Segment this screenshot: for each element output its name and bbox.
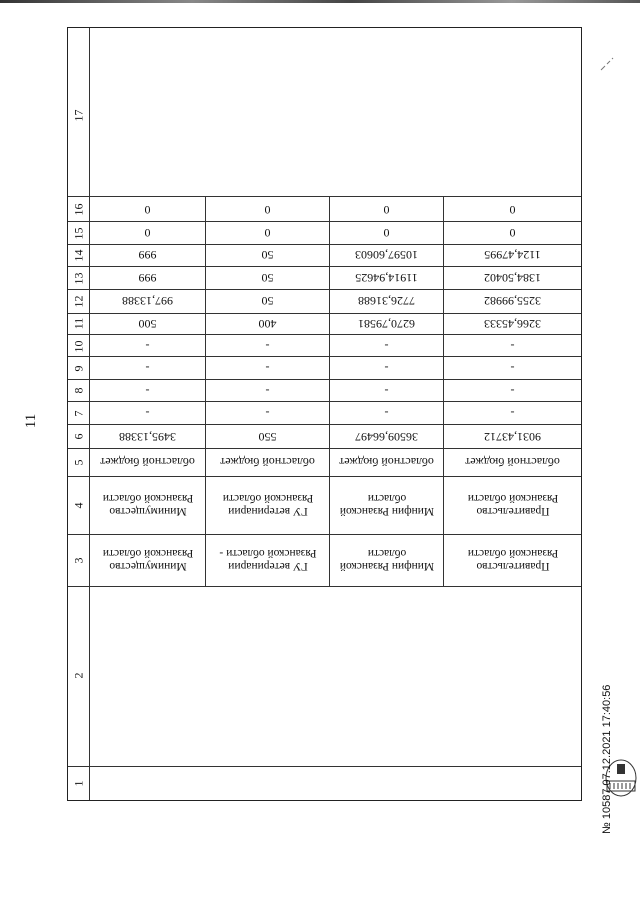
row2-col7: - xyxy=(265,406,270,420)
column-number-11: 11 xyxy=(71,317,86,330)
row3-col8: - xyxy=(384,384,389,398)
row3-col16: 0 xyxy=(383,203,390,217)
divider-16-15 xyxy=(68,221,581,222)
row3-col5: областной бюджет xyxy=(339,455,434,469)
scan-top-edge xyxy=(0,0,640,3)
row4-col5: областной бюджет xyxy=(465,455,560,469)
page-number: 11 xyxy=(23,413,39,429)
column-number-10: 10 xyxy=(71,340,86,353)
row3-col7: - xyxy=(384,406,389,420)
row2-col9: - xyxy=(265,361,270,375)
row1-col8: - xyxy=(145,384,150,398)
row1-col12: 997,13388 xyxy=(122,294,173,308)
row1-col15: 0 xyxy=(144,226,151,240)
row2-col15: 0 xyxy=(264,226,271,240)
divider-13-12 xyxy=(68,289,581,290)
row2-col4: ГУ ветеринарии Рязанской области xyxy=(222,492,314,517)
row2-col3: ГУ ветеринарии Рязанской области - xyxy=(219,547,317,572)
row2-col8: - xyxy=(265,384,270,398)
divider-8-7 xyxy=(68,401,581,402)
divider-10-9 xyxy=(68,356,581,357)
divider-5-4 xyxy=(68,476,581,477)
row3-col4: Минфин Рязанской области xyxy=(339,492,435,517)
divider-2-1 xyxy=(68,766,581,767)
column-number-4: 4 xyxy=(71,502,86,509)
column-number-5: 5 xyxy=(71,459,86,466)
column-number-7: 7 xyxy=(71,410,86,417)
column-number-13: 13 xyxy=(71,272,86,285)
row1-col7: - xyxy=(145,406,150,420)
row4-col3: Правительство Рязанской области xyxy=(467,547,559,572)
row1-col6: 3495,13388 xyxy=(119,430,176,444)
row2-col11: 400 xyxy=(258,317,277,331)
row4-col4: Правительство Рязанской области xyxy=(467,492,559,517)
row2-col6: 550 xyxy=(258,430,277,444)
row3-col10: - xyxy=(384,339,389,353)
divider-3-2 xyxy=(68,586,581,587)
row2-col13: 50 xyxy=(261,271,274,285)
row1-col3: Минимущество Рязанской области xyxy=(102,547,194,572)
column-number-2: 2 xyxy=(71,672,86,679)
divider-7-6 xyxy=(68,424,581,425)
divider-15-14 xyxy=(68,244,581,245)
row1-col11: 500 xyxy=(138,317,157,331)
row3-col3: Минфин Рязанской области xyxy=(339,547,435,572)
column-number-8: 8 xyxy=(71,387,86,394)
row4-col6: 9031,43712 xyxy=(484,430,541,444)
row3-col14: 10597,60603 xyxy=(355,248,418,262)
column-number-6: 6 xyxy=(71,433,86,440)
row1-col14: 999 xyxy=(138,248,157,262)
divider-4-3 xyxy=(68,534,581,535)
row1-col5: областной бюджет xyxy=(100,455,195,469)
column-number-12: 12 xyxy=(71,295,86,308)
column-number-14: 14 xyxy=(71,249,86,262)
divider-6-5 xyxy=(68,448,581,449)
row3-col9: - xyxy=(384,361,389,375)
row4-col13: 1384,50402 xyxy=(484,271,541,285)
row3-col12: 7726,31688 xyxy=(358,294,415,308)
row2-col5: областной бюджет xyxy=(220,455,315,469)
row2-col16: 0 xyxy=(264,203,271,217)
column-number-9: 9 xyxy=(71,365,86,372)
row3-col13: 11914,94625 xyxy=(355,271,418,285)
row1-col4: Минимущество Рязанской области xyxy=(102,492,194,517)
row3-col11: 6270,79581 xyxy=(358,317,415,331)
row4-col14: 1124,47995 xyxy=(484,248,541,262)
row1-col10: - xyxy=(145,339,150,353)
row4-col15: 0 xyxy=(509,226,516,240)
column-number-1: 1 xyxy=(71,780,86,787)
row3-col6: 36509,66497 xyxy=(355,430,418,444)
row4-col12: 3255,99982 xyxy=(484,294,541,308)
budget-table xyxy=(67,27,582,801)
divider-11-10 xyxy=(68,334,581,335)
divider-12-11 xyxy=(68,313,581,314)
registration-stamp-text: № 10587 07.12.2021 17:40:56 xyxy=(601,684,613,834)
row4-col9: - xyxy=(510,361,515,375)
divider-14-13 xyxy=(68,266,581,267)
row2-col12: 50 xyxy=(261,294,274,308)
column-number-17: 17 xyxy=(71,109,86,122)
row4-col11: 3266,45333 xyxy=(484,317,541,331)
row4-col10: - xyxy=(510,339,515,353)
row2-col14: 50 xyxy=(261,248,274,262)
row1-col9: - xyxy=(145,361,150,375)
row2-col10: - xyxy=(265,339,270,353)
row4-col8: - xyxy=(510,384,515,398)
column-number-15: 15 xyxy=(71,227,86,240)
row1-col13: 999 xyxy=(138,271,157,285)
column-number-16: 16 xyxy=(71,203,86,216)
row1-col16: 0 xyxy=(144,203,151,217)
row3-col15: 0 xyxy=(383,226,390,240)
row4-col7: - xyxy=(510,406,515,420)
divider-9-8 xyxy=(68,379,581,380)
row4-col16: 0 xyxy=(509,203,516,217)
divider-17-16 xyxy=(68,196,581,197)
column-number-3: 3 xyxy=(71,557,86,564)
scan-speck-mark xyxy=(598,56,616,74)
